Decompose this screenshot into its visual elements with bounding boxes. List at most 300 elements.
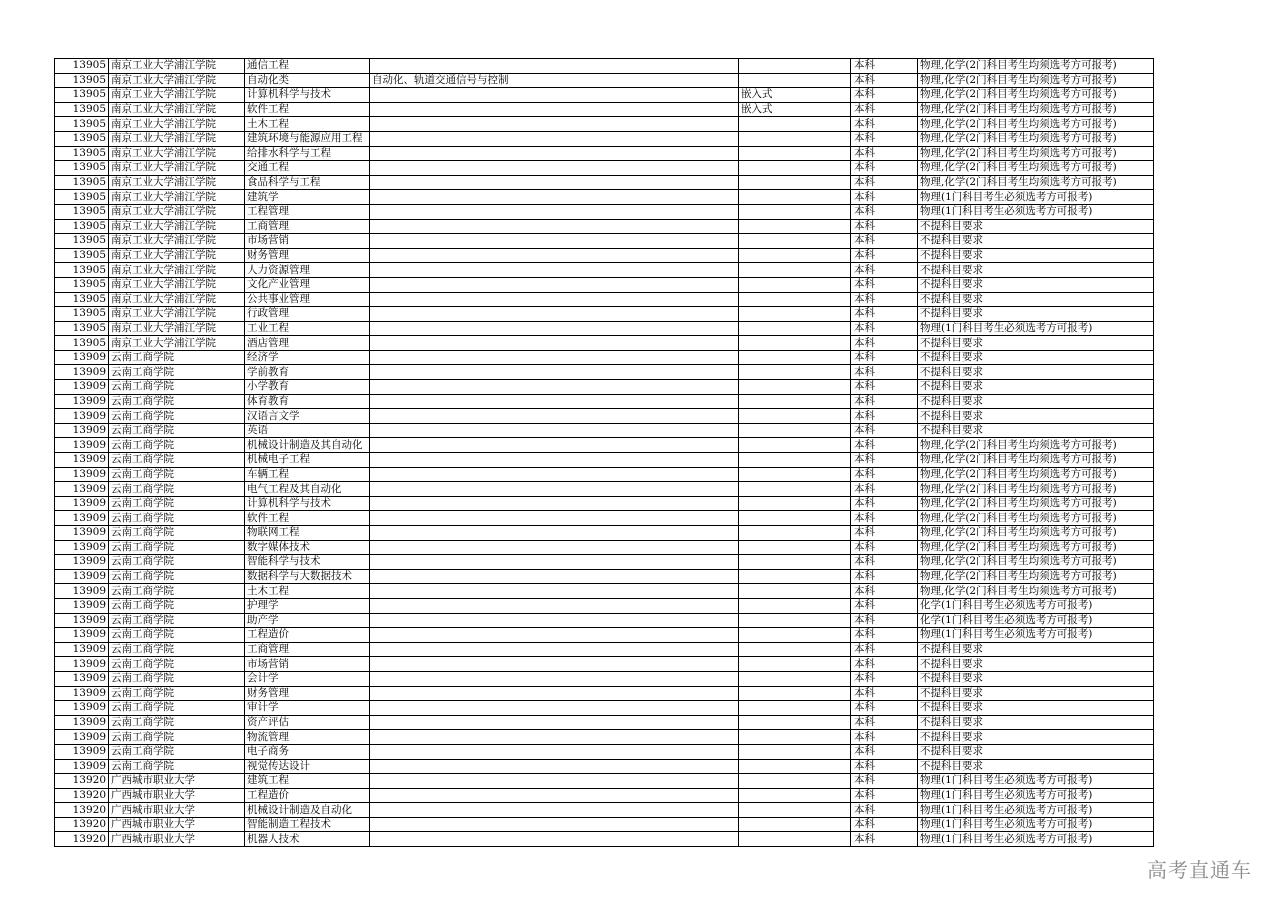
school-code-cell: 13905 xyxy=(55,146,109,161)
table-row xyxy=(55,175,1154,190)
direction-cell xyxy=(739,365,851,380)
direction-cell xyxy=(739,832,851,847)
subject-requirement-cell: 不提科目要求 xyxy=(918,234,1154,249)
major-name-cell: 物联网工程 xyxy=(245,526,370,541)
level-cell: 本科 xyxy=(851,277,918,292)
direction-cell xyxy=(739,774,851,789)
major-note-cell xyxy=(370,365,739,380)
major-note-cell xyxy=(370,161,739,176)
level-cell: 本科 xyxy=(851,744,918,759)
school-name-cell: 云南工商学院 xyxy=(109,744,245,759)
direction-cell xyxy=(739,438,851,453)
major-name-cell: 工程管理 xyxy=(245,204,370,219)
direction-cell xyxy=(739,526,851,541)
table-row xyxy=(55,263,1154,278)
level-cell: 本科 xyxy=(851,350,918,365)
school-code-cell: 13909 xyxy=(55,540,109,555)
direction-cell xyxy=(739,628,851,643)
school-name-cell: 南京工业大学浦江学院 xyxy=(109,277,245,292)
major-note-cell xyxy=(370,788,739,803)
level-cell: 本科 xyxy=(851,526,918,541)
table-row xyxy=(55,774,1154,789)
level-cell: 本科 xyxy=(851,365,918,380)
major-name-cell: 电子商务 xyxy=(245,744,370,759)
major-note-cell: 自动化、轨道交通信号与控制 xyxy=(370,73,739,88)
table-row xyxy=(55,482,1154,497)
table-row xyxy=(55,584,1154,599)
subject-requirement-cell: 物理,化学(2门科目考生均须选考方可报考) xyxy=(918,175,1154,190)
table-row xyxy=(55,394,1154,409)
subject-requirement-cell: 物理(1门科目考生必须选考方可报考) xyxy=(918,817,1154,832)
major-name-cell: 财务管理 xyxy=(245,248,370,263)
school-code-cell: 13905 xyxy=(55,204,109,219)
table-row xyxy=(55,336,1154,351)
direction-cell xyxy=(739,277,851,292)
major-name-cell: 软件工程 xyxy=(245,102,370,117)
level-cell: 本科 xyxy=(851,482,918,497)
level-cell: 本科 xyxy=(851,555,918,570)
major-note-cell xyxy=(370,234,739,249)
major-note-cell xyxy=(370,263,739,278)
major-name-cell: 学前教育 xyxy=(245,365,370,380)
school-name-cell: 云南工商学院 xyxy=(109,642,245,657)
subject-requirement-cell: 物理(1门科目考生必须选考方可报考) xyxy=(918,628,1154,643)
major-name-cell: 财务管理 xyxy=(245,686,370,701)
major-name-cell: 建筑学 xyxy=(245,190,370,205)
school-name-cell: 南京工业大学浦江学院 xyxy=(109,234,245,249)
major-name-cell: 公共事业管理 xyxy=(245,292,370,307)
subject-requirement-cell: 物理,化学(2门科目考生均须选考方可报考) xyxy=(918,131,1154,146)
major-name-cell: 智能科学与技术 xyxy=(245,555,370,570)
subject-requirement-cell: 物理(1门科目考生必须选考方可报考) xyxy=(918,832,1154,847)
school-name-cell: 南京工业大学浦江学院 xyxy=(109,190,245,205)
table-row xyxy=(55,365,1154,380)
subject-requirement-cell: 不提科目要求 xyxy=(918,248,1154,263)
subject-requirement-cell: 不提科目要求 xyxy=(918,307,1154,322)
major-note-cell xyxy=(370,482,739,497)
subject-requirement-cell: 物理(1门科目考生必须选考方可报考) xyxy=(918,204,1154,219)
school-name-cell: 云南工商学院 xyxy=(109,657,245,672)
level-cell: 本科 xyxy=(851,759,918,774)
school-name-cell: 南京工业大学浦江学院 xyxy=(109,102,245,117)
table-row xyxy=(55,190,1154,205)
school-code-cell: 13909 xyxy=(55,555,109,570)
direction-cell xyxy=(739,817,851,832)
school-code-cell: 13905 xyxy=(55,248,109,263)
school-code-cell: 13905 xyxy=(55,277,109,292)
level-cell: 本科 xyxy=(851,686,918,701)
direction-cell xyxy=(739,380,851,395)
level-cell: 本科 xyxy=(851,234,918,249)
school-name-cell: 广西城市职业大学 xyxy=(109,817,245,832)
school-name-cell: 南京工业大学浦江学院 xyxy=(109,131,245,146)
school-name-cell: 广西城市职业大学 xyxy=(109,832,245,847)
major-note-cell xyxy=(370,598,739,613)
direction-cell xyxy=(739,642,851,657)
table-row xyxy=(55,117,1154,132)
school-code-cell: 13909 xyxy=(55,496,109,511)
major-note-cell xyxy=(370,628,739,643)
major-note-cell xyxy=(370,671,739,686)
school-name-cell: 云南工商学院 xyxy=(109,409,245,424)
level-cell: 本科 xyxy=(851,117,918,132)
table-row xyxy=(55,59,1154,74)
direction-cell xyxy=(739,598,851,613)
school-name-cell: 云南工商学院 xyxy=(109,730,245,745)
major-name-cell: 工程造价 xyxy=(245,628,370,643)
subject-requirement-cell: 物理,化学(2门科目考生均须选考方可报考) xyxy=(918,59,1154,74)
level-cell: 本科 xyxy=(851,438,918,453)
level-cell: 本科 xyxy=(851,307,918,322)
direction-cell xyxy=(739,511,851,526)
major-note-cell xyxy=(370,380,739,395)
table-row xyxy=(55,277,1154,292)
direction-cell xyxy=(739,263,851,278)
level-cell: 本科 xyxy=(851,190,918,205)
major-name-cell: 体育教育 xyxy=(245,394,370,409)
table-row xyxy=(55,496,1154,511)
subject-requirement-cell: 不提科目要求 xyxy=(918,277,1154,292)
major-note-cell xyxy=(370,102,739,117)
subject-requirement-cell: 不提科目要求 xyxy=(918,730,1154,745)
table-row xyxy=(55,817,1154,832)
school-code-cell: 13905 xyxy=(55,73,109,88)
level-cell: 本科 xyxy=(851,832,918,847)
major-name-cell: 工商管理 xyxy=(245,219,370,234)
level-cell: 本科 xyxy=(851,803,918,818)
table-row xyxy=(55,759,1154,774)
direction-cell xyxy=(739,248,851,263)
school-name-cell: 云南工商学院 xyxy=(109,496,245,511)
major-note-cell xyxy=(370,657,739,672)
school-name-cell: 南京工业大学浦江学院 xyxy=(109,321,245,336)
major-note-cell xyxy=(370,569,739,584)
table-row xyxy=(55,438,1154,453)
direction-cell xyxy=(739,453,851,468)
subject-requirement-cell: 物理,化学(2门科目考生均须选考方可报考) xyxy=(918,146,1154,161)
major-note-cell xyxy=(370,701,739,716)
school-code-cell: 13909 xyxy=(55,598,109,613)
table-row xyxy=(55,555,1154,570)
subject-requirement-cell: 不提科目要求 xyxy=(918,336,1154,351)
school-code-cell: 13905 xyxy=(55,321,109,336)
school-name-cell: 云南工商学院 xyxy=(109,555,245,570)
school-code-cell: 13905 xyxy=(55,102,109,117)
direction-cell xyxy=(739,482,851,497)
level-cell: 本科 xyxy=(851,161,918,176)
direction-cell xyxy=(739,744,851,759)
table-row xyxy=(55,686,1154,701)
subject-requirement-cell: 不提科目要求 xyxy=(918,394,1154,409)
direction-cell xyxy=(739,555,851,570)
subject-requirement-cell: 物理(1门科目考生必须选考方可报考) xyxy=(918,774,1154,789)
school-name-cell: 南京工业大学浦江学院 xyxy=(109,263,245,278)
major-name-cell: 自动化类 xyxy=(245,73,370,88)
major-note-cell xyxy=(370,321,739,336)
table-row xyxy=(55,380,1154,395)
school-code-cell: 13909 xyxy=(55,759,109,774)
school-name-cell: 云南工商学院 xyxy=(109,759,245,774)
school-name-cell: 云南工商学院 xyxy=(109,584,245,599)
major-name-cell: 数字媒体技术 xyxy=(245,540,370,555)
level-cell: 本科 xyxy=(851,569,918,584)
major-note-cell xyxy=(370,526,739,541)
table-row xyxy=(55,511,1154,526)
school-name-cell: 云南工商学院 xyxy=(109,569,245,584)
major-name-cell: 汉语言文学 xyxy=(245,409,370,424)
school-name-cell: 云南工商学院 xyxy=(109,365,245,380)
subject-requirement-cell: 物理,化学(2门科目考生均须选考方可报考) xyxy=(918,102,1154,117)
school-name-cell: 南京工业大学浦江学院 xyxy=(109,117,245,132)
level-cell: 本科 xyxy=(851,642,918,657)
direction-cell xyxy=(739,307,851,322)
table-row xyxy=(55,788,1154,803)
school-name-cell: 云南工商学院 xyxy=(109,482,245,497)
school-code-cell: 13909 xyxy=(55,467,109,482)
school-code-cell: 13920 xyxy=(55,817,109,832)
major-name-cell: 酒店管理 xyxy=(245,336,370,351)
subject-requirement-cell: 化学(1门科目考生必须选考方可报考) xyxy=(918,613,1154,628)
major-name-cell: 土木工程 xyxy=(245,117,370,132)
direction-cell xyxy=(739,803,851,818)
subject-requirement-cell: 不提科目要求 xyxy=(918,701,1154,716)
school-name-cell: 云南工商学院 xyxy=(109,613,245,628)
table-row xyxy=(55,146,1154,161)
subject-requirement-cell: 不提科目要求 xyxy=(918,657,1154,672)
subject-requirement-cell: 不提科目要求 xyxy=(918,715,1154,730)
level-cell: 本科 xyxy=(851,774,918,789)
table-row xyxy=(55,88,1154,103)
level-cell: 本科 xyxy=(851,146,918,161)
table-body xyxy=(55,59,1154,847)
direction-cell xyxy=(739,409,851,424)
level-cell: 本科 xyxy=(851,671,918,686)
table-row xyxy=(55,628,1154,643)
direction-cell xyxy=(739,613,851,628)
table-row xyxy=(55,248,1154,263)
table-row xyxy=(55,453,1154,468)
school-code-cell: 13909 xyxy=(55,744,109,759)
major-note-cell xyxy=(370,774,739,789)
table-row xyxy=(55,307,1154,322)
major-name-cell: 审计学 xyxy=(245,701,370,716)
school-code-cell: 13920 xyxy=(55,774,109,789)
level-cell: 本科 xyxy=(851,453,918,468)
major-name-cell: 建筑工程 xyxy=(245,774,370,789)
school-name-cell: 云南工商学院 xyxy=(109,467,245,482)
major-note-cell xyxy=(370,248,739,263)
level-cell: 本科 xyxy=(851,817,918,832)
direction-cell xyxy=(739,657,851,672)
major-note-cell xyxy=(370,453,739,468)
school-name-cell: 南京工业大学浦江学院 xyxy=(109,336,245,351)
school-code-cell: 13920 xyxy=(55,803,109,818)
major-note-cell xyxy=(370,336,739,351)
major-note-cell xyxy=(370,219,739,234)
table-row xyxy=(55,569,1154,584)
school-code-cell: 13909 xyxy=(55,350,109,365)
direction-cell xyxy=(739,540,851,555)
direction-cell xyxy=(739,715,851,730)
school-code-cell: 13909 xyxy=(55,511,109,526)
major-name-cell: 电气工程及其自动化 xyxy=(245,482,370,497)
major-name-cell: 会计学 xyxy=(245,671,370,686)
level-cell: 本科 xyxy=(851,788,918,803)
table-row xyxy=(55,321,1154,336)
school-code-cell: 13909 xyxy=(55,453,109,468)
direction-cell xyxy=(739,204,851,219)
level-cell: 本科 xyxy=(851,131,918,146)
subject-requirement-cell: 物理,化学(2门科目考生均须选考方可报考) xyxy=(918,161,1154,176)
level-cell: 本科 xyxy=(851,219,918,234)
direction-cell xyxy=(739,59,851,74)
school-code-cell: 13909 xyxy=(55,482,109,497)
direction-cell xyxy=(739,671,851,686)
subject-requirement-cell: 物理,化学(2门科目考生均须选考方可报考) xyxy=(918,555,1154,570)
subject-requirement-cell: 化学(1门科目考生必须选考方可报考) xyxy=(918,598,1154,613)
major-name-cell: 工业工程 xyxy=(245,321,370,336)
school-code-cell: 13909 xyxy=(55,730,109,745)
major-name-cell: 市场营销 xyxy=(245,657,370,672)
direction-cell xyxy=(739,161,851,176)
major-note-cell xyxy=(370,744,739,759)
table-row xyxy=(55,219,1154,234)
subject-requirement-cell: 物理,化学(2门科目考生均须选考方可报考) xyxy=(918,438,1154,453)
major-name-cell: 数据科学与大数据技术 xyxy=(245,569,370,584)
direction-cell xyxy=(739,131,851,146)
major-note-cell xyxy=(370,511,739,526)
level-cell: 本科 xyxy=(851,263,918,278)
direction-cell xyxy=(739,336,851,351)
school-name-cell: 南京工业大学浦江学院 xyxy=(109,59,245,74)
level-cell: 本科 xyxy=(851,613,918,628)
major-name-cell: 资产评估 xyxy=(245,715,370,730)
major-note-cell xyxy=(370,613,739,628)
major-note-cell xyxy=(370,292,739,307)
table-row xyxy=(55,701,1154,716)
subject-requirement-cell: 物理(1门科目考生必须选考方可报考) xyxy=(918,321,1154,336)
major-note-cell xyxy=(370,438,739,453)
school-name-cell: 南京工业大学浦江学院 xyxy=(109,161,245,176)
direction-cell xyxy=(739,759,851,774)
subject-requirement-cell: 物理,化学(2门科目考生均须选考方可报考) xyxy=(918,117,1154,132)
school-name-cell: 云南工商学院 xyxy=(109,686,245,701)
direction-cell xyxy=(739,686,851,701)
major-name-cell: 文化产业管理 xyxy=(245,277,370,292)
major-note-cell xyxy=(370,204,739,219)
school-code-cell: 13909 xyxy=(55,686,109,701)
school-code-cell: 13909 xyxy=(55,438,109,453)
school-code-cell: 13905 xyxy=(55,263,109,278)
level-cell: 本科 xyxy=(851,409,918,424)
major-name-cell: 交通工程 xyxy=(245,161,370,176)
school-name-cell: 云南工商学院 xyxy=(109,715,245,730)
major-name-cell: 给排水科学与工程 xyxy=(245,146,370,161)
level-cell: 本科 xyxy=(851,73,918,88)
major-name-cell: 机械电子工程 xyxy=(245,453,370,468)
school-code-cell: 13909 xyxy=(55,423,109,438)
subject-requirement-cell: 不提科目要求 xyxy=(918,642,1154,657)
school-code-cell: 13905 xyxy=(55,219,109,234)
school-name-cell: 云南工商学院 xyxy=(109,540,245,555)
major-name-cell: 工程造价 xyxy=(245,788,370,803)
subject-requirement-cell: 不提科目要求 xyxy=(918,759,1154,774)
major-note-cell xyxy=(370,642,739,657)
level-cell: 本科 xyxy=(851,102,918,117)
subject-requirement-cell: 不提科目要求 xyxy=(918,365,1154,380)
major-name-cell: 人力资源管理 xyxy=(245,263,370,278)
direction-cell xyxy=(739,321,851,336)
major-name-cell: 工商管理 xyxy=(245,642,370,657)
direction-cell xyxy=(739,219,851,234)
level-cell: 本科 xyxy=(851,657,918,672)
major-note-cell xyxy=(370,394,739,409)
subject-requirement-cell: 物理,化学(2门科目考生均须选考方可报考) xyxy=(918,569,1154,584)
direction-cell xyxy=(739,117,851,132)
school-code-cell: 13905 xyxy=(55,175,109,190)
school-name-cell: 云南工商学院 xyxy=(109,350,245,365)
level-cell: 本科 xyxy=(851,88,918,103)
table-row xyxy=(55,642,1154,657)
subject-requirement-cell: 物理,化学(2门科目考生均须选考方可报考) xyxy=(918,526,1154,541)
subject-requirement-cell: 不提科目要求 xyxy=(918,686,1154,701)
direction-cell xyxy=(739,496,851,511)
major-note-cell xyxy=(370,730,739,745)
major-note-cell xyxy=(370,803,739,818)
major-note-cell xyxy=(370,277,739,292)
table-row xyxy=(55,292,1154,307)
table-row xyxy=(55,730,1154,745)
subject-requirement-cell: 物理(1门科目考生必须选考方可报考) xyxy=(918,190,1154,205)
school-code-cell: 13920 xyxy=(55,788,109,803)
level-cell: 本科 xyxy=(851,730,918,745)
school-code-cell: 13909 xyxy=(55,671,109,686)
major-name-cell: 机器人技术 xyxy=(245,832,370,847)
school-code-cell: 13905 xyxy=(55,234,109,249)
major-note-cell xyxy=(370,423,739,438)
major-name-cell: 食品科学与工程 xyxy=(245,175,370,190)
major-note-cell xyxy=(370,350,739,365)
direction-cell xyxy=(739,394,851,409)
level-cell: 本科 xyxy=(851,423,918,438)
direction-cell xyxy=(739,730,851,745)
major-name-cell: 经济学 xyxy=(245,350,370,365)
major-name-cell: 小学教育 xyxy=(245,380,370,395)
level-cell: 本科 xyxy=(851,380,918,395)
major-note-cell xyxy=(370,555,739,570)
school-code-cell: 13909 xyxy=(55,569,109,584)
major-name-cell: 土木工程 xyxy=(245,584,370,599)
major-note-cell xyxy=(370,584,739,599)
level-cell: 本科 xyxy=(851,496,918,511)
major-note-cell xyxy=(370,117,739,132)
major-name-cell: 护理学 xyxy=(245,598,370,613)
subject-requirement-cell: 物理,化学(2门科目考生均须选考方可报考) xyxy=(918,467,1154,482)
major-name-cell: 英语 xyxy=(245,423,370,438)
subject-requirement-cell: 物理,化学(2门科目考生均须选考方可报考) xyxy=(918,540,1154,555)
major-name-cell: 市场营销 xyxy=(245,234,370,249)
subject-requirement-cell: 不提科目要求 xyxy=(918,292,1154,307)
major-name-cell: 物流管理 xyxy=(245,730,370,745)
school-code-cell: 13905 xyxy=(55,117,109,132)
major-name-cell: 计算机科学与技术 xyxy=(245,88,370,103)
table-row xyxy=(55,161,1154,176)
level-cell: 本科 xyxy=(851,584,918,599)
table-row xyxy=(55,467,1154,482)
direction-cell xyxy=(739,175,851,190)
school-code-cell: 13909 xyxy=(55,380,109,395)
school-name-cell: 云南工商学院 xyxy=(109,438,245,453)
